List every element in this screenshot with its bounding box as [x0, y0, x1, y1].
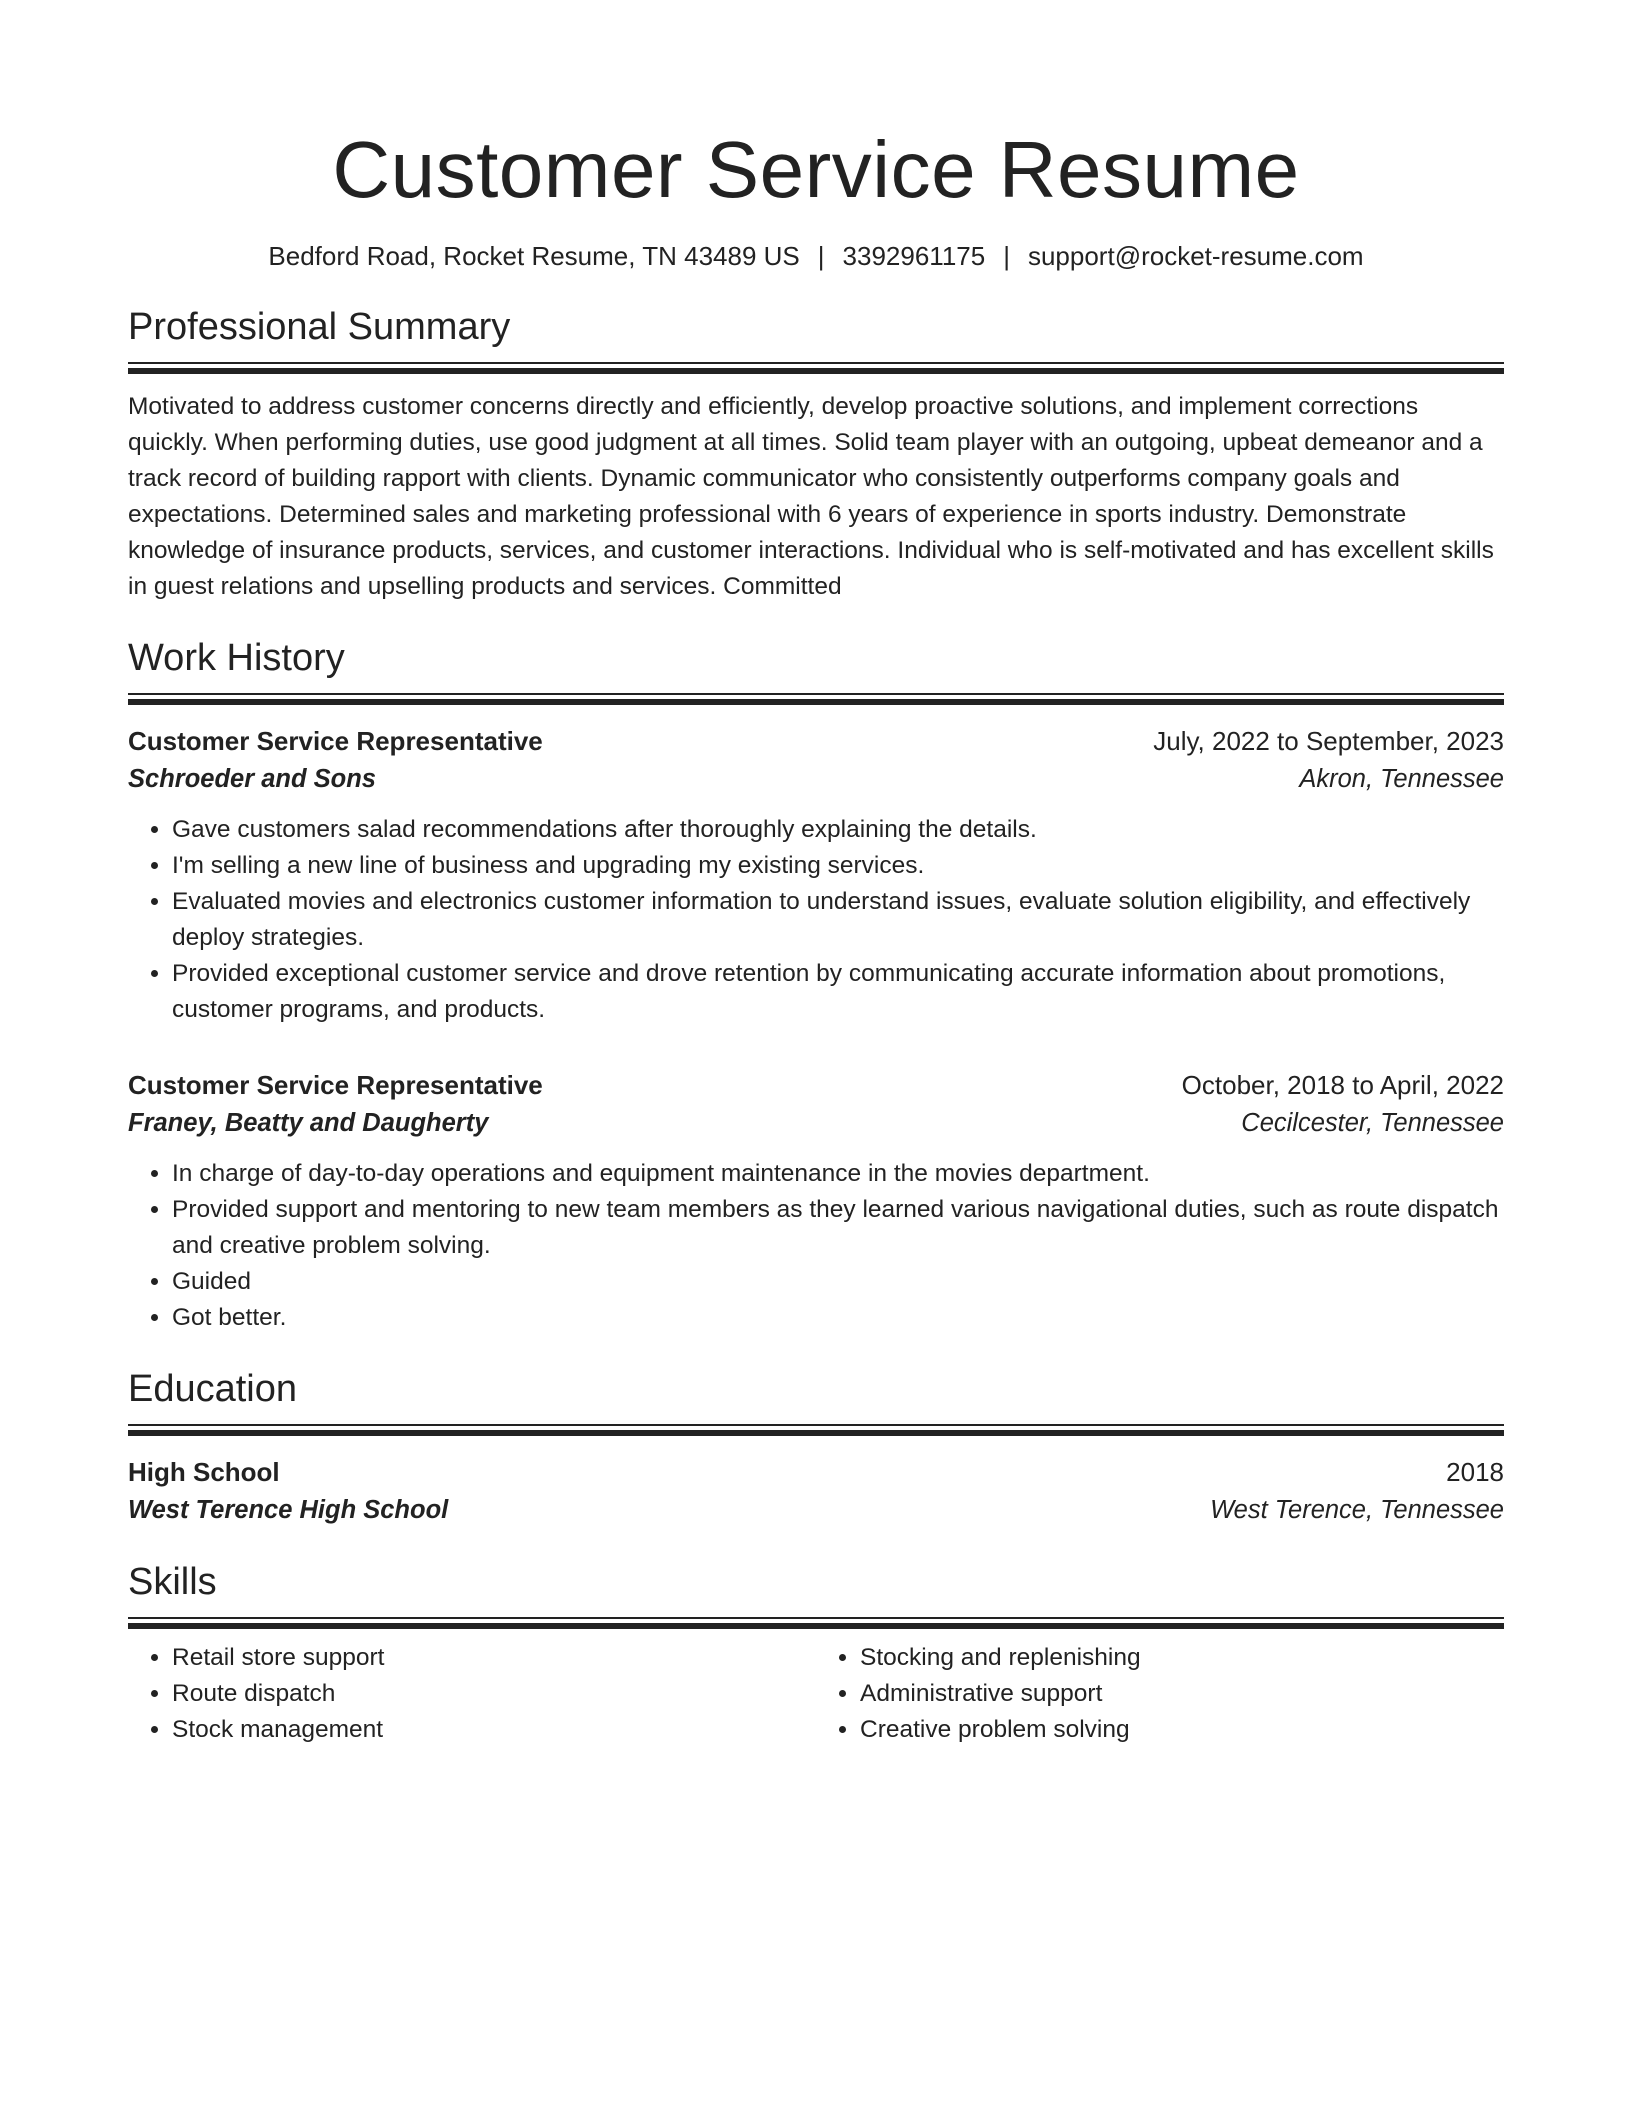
- resume-title: Customer Service Resume: [332, 125, 1300, 214]
- section-divider: [128, 1424, 1504, 1435]
- job-bullet: • Got better.: [172, 1300, 1504, 1336]
- skill-item: • Administrative support: [860, 1676, 1504, 1712]
- skill-item: • Creative problem solving: [860, 1712, 1504, 1748]
- contact-address: Bedford Road, Rocket Resume, TN 43489 US: [268, 241, 800, 271]
- school-name: West Terence High School: [128, 1496, 449, 1524]
- education-section: [128, 1366, 1504, 1529]
- section-title: Work History: [128, 637, 345, 679]
- job-bullet: • Gave customers salad recommendations after thoroughly explaining the details.: [172, 812, 1504, 848]
- job-location: Cecilcester, Tennessee: [1241, 1109, 1504, 1137]
- work-history-section: [128, 635, 1504, 1336]
- job-title: Customer Service Representative: [128, 726, 543, 756]
- job-dates: October, 2018 to April, 2022: [1181, 1070, 1504, 1100]
- section-divider: [128, 693, 1504, 704]
- job-bullet: • Provided exceptional customer service and drove retention by communicating accurate information about promotions, customer programs, and products.: [172, 956, 1504, 1028]
- skill-item: • Stocking and replenishing: [860, 1640, 1504, 1676]
- contact-phone: 3392961175: [842, 241, 986, 271]
- job-bullet: • In charge of day-to-day operations and equipment maintenance in the movies department.: [172, 1156, 1504, 1192]
- skills-list: [128, 1640, 1504, 1748]
- job-bullets: [128, 1156, 1504, 1336]
- contact-line: [128, 238, 1504, 274]
- job-bullet: • Evaluated movies and electronics customer information to understand issues, evaluate solution eligibility, and effectively deploy strategies.: [172, 884, 1504, 956]
- contact-email: support@rocket-resume.com: [1027, 241, 1364, 271]
- education-entry: [128, 1453, 1504, 1529]
- job-entry: [128, 722, 1504, 1028]
- contact-separator: |: [1003, 241, 1010, 271]
- section-divider: [128, 1617, 1504, 1628]
- summary-text: Motivated to address customer concerns directly and efficiently, develop proactive solutions, and implement corrections quickly. When performing duties, use good judgment at all times. Solid team player with an outgoing, upbeat demeanor and a track record of building rapport with clients. Dynamic communicator who consistently outperforms company goals and expectations. Determined sales and marketing professional with 6 years of experience in sports industry. Demonstrate knowledge of insurance products, services, and customer interactions. Individual who is self-motivated and has excellent skills in guest relations and upselling products and services. Committed: [128, 393, 1494, 600]
- section-title: Professional Summary: [128, 306, 511, 348]
- skill-item: • Retail store support: [172, 1640, 816, 1676]
- job-bullets: [128, 812, 1504, 1028]
- resume-header: [128, 0, 1504, 274]
- professional-summary-section: [128, 304, 1504, 605]
- skill-item: • Route dispatch: [172, 1676, 816, 1712]
- skills-section: [128, 1559, 1504, 1748]
- degree: High School: [128, 1457, 280, 1487]
- skills-column-left: [128, 1640, 816, 1748]
- skill-item: • Stock management: [172, 1712, 816, 1748]
- company-name: Schroeder and Sons: [128, 765, 376, 793]
- graduation-year: 2018: [1446, 1457, 1504, 1487]
- job-bullet: • Provided support and mentoring to new team members as they learned various navigational duties, such as route dispatch and creative problem solving.: [172, 1192, 1504, 1264]
- job-title: Customer Service Representative: [128, 1070, 543, 1100]
- school-location: West Terence, Tennessee: [1210, 1496, 1504, 1524]
- section-title: Education: [128, 1368, 298, 1410]
- company-name: Franey, Beatty and Daugherty: [128, 1109, 489, 1137]
- job-dates: July, 2022 to September, 2023: [1153, 726, 1504, 756]
- job-location: Akron, Tennessee: [1299, 765, 1504, 793]
- section-divider: [128, 362, 1504, 373]
- job-bullet: • I'm selling a new line of business and upgrading my existing services.: [172, 848, 1504, 884]
- section-title: Skills: [128, 1561, 217, 1603]
- contact-separator: |: [817, 241, 825, 271]
- job-bullet: • Guided: [172, 1264, 1504, 1300]
- job-entry: [128, 1066, 1504, 1336]
- skills-column-right: [816, 1640, 1504, 1748]
